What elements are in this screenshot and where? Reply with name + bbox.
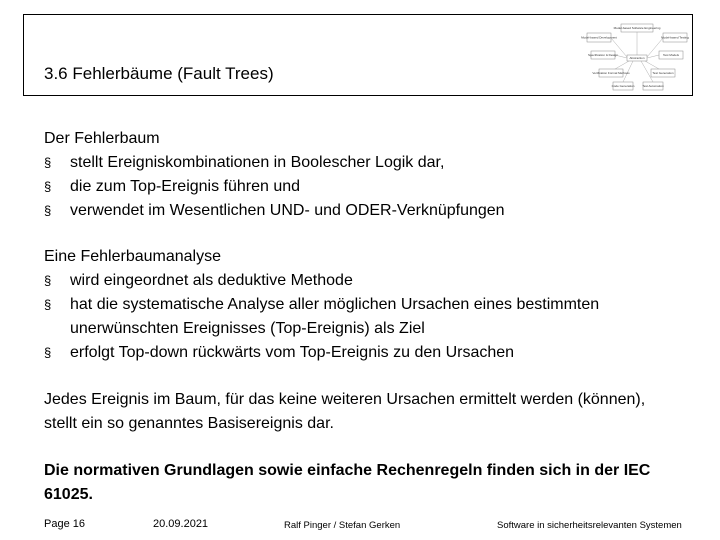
diagram-label-bottom-left: Code Generation xyxy=(611,84,635,88)
bullet-mark: § xyxy=(44,155,52,170)
section-intro: Eine Fehlerbaumanalyse xyxy=(44,248,221,265)
diagram-label-mid-right: Test Models xyxy=(662,53,680,57)
bullet-mark: § xyxy=(44,345,52,360)
title-box xyxy=(23,14,693,96)
diagram-label-lower-right: Test Generation xyxy=(652,71,674,75)
diagram-label-top: Model-based Software Engineering xyxy=(613,26,661,30)
bullet-item xyxy=(44,341,684,365)
bullet-mark: § xyxy=(44,203,52,218)
section-intro: Der Fehlerbaum xyxy=(44,130,160,147)
bullet-text: wird eingeordnet als deduktive Methode xyxy=(70,272,353,289)
diagram-label-left: Model-based Development xyxy=(581,35,617,40)
section-fault-tree-analysis xyxy=(44,245,684,365)
diagram-label-lower-left: Verification Formal Methods xyxy=(592,71,630,75)
standards-paragraph xyxy=(44,459,674,507)
footer-page: Page 16 xyxy=(44,518,85,530)
diagram-label-mid-left: Specification & Design xyxy=(587,53,619,57)
diagram-label-right: Model-based Testing xyxy=(661,35,689,40)
bullet-item xyxy=(44,175,505,199)
footer-date: 20.09.2021 xyxy=(153,518,209,530)
standards-text: Die normativen Grundlagen sowie einfache Rechenregeln finden sich in der IEC 61025. xyxy=(44,462,651,503)
bullet-item xyxy=(44,269,684,293)
bullet-item xyxy=(44,293,684,341)
footer-course: Software in sicherheitsrelevanten Systemen xyxy=(497,520,682,531)
basic-event-paragraph: Jedes Ereignis im Baum, für das keine weiteren Ursachen ermittelt werden (können), stellt ein so genanntes Basisereignis dar. xyxy=(44,391,646,432)
bullet-text: stellt Ereigniskombinationen in Boolescher Logik dar, xyxy=(70,154,445,171)
footer-authors: Ralf Pinger / Stefan Gerken xyxy=(284,520,401,531)
bullet-text: die zum Top-Ereignis führen und xyxy=(70,178,301,195)
bullet-item xyxy=(44,151,505,175)
bullet-mark: § xyxy=(44,273,52,288)
bullet-mark: § xyxy=(44,179,52,194)
bullet-text: erfolgt Top-down rückwärts vom Top-Ereignis zu den Ursachen xyxy=(70,344,515,361)
diagram-label-bottom-right: Test Automation xyxy=(642,84,664,88)
model-based-engineering-diagram xyxy=(581,21,689,93)
bullet-item xyxy=(44,199,505,223)
bullet-text: hat die systematische Analyse aller möglichen Ursachen eines bestimmten unerwünschten Ereignisses (Top-Ereignis) als Ziel xyxy=(70,296,600,337)
diagram-label-center: Abstraction xyxy=(629,56,645,60)
section-fault-tree xyxy=(44,127,505,223)
bullet-text: verwendet im Wesentlichen UND- und ODER-Verknüpfungen xyxy=(70,202,505,219)
bullet-mark: § xyxy=(44,297,52,312)
slide-title: 3.6 Fehlerbäume (Fault Trees) xyxy=(44,64,274,83)
